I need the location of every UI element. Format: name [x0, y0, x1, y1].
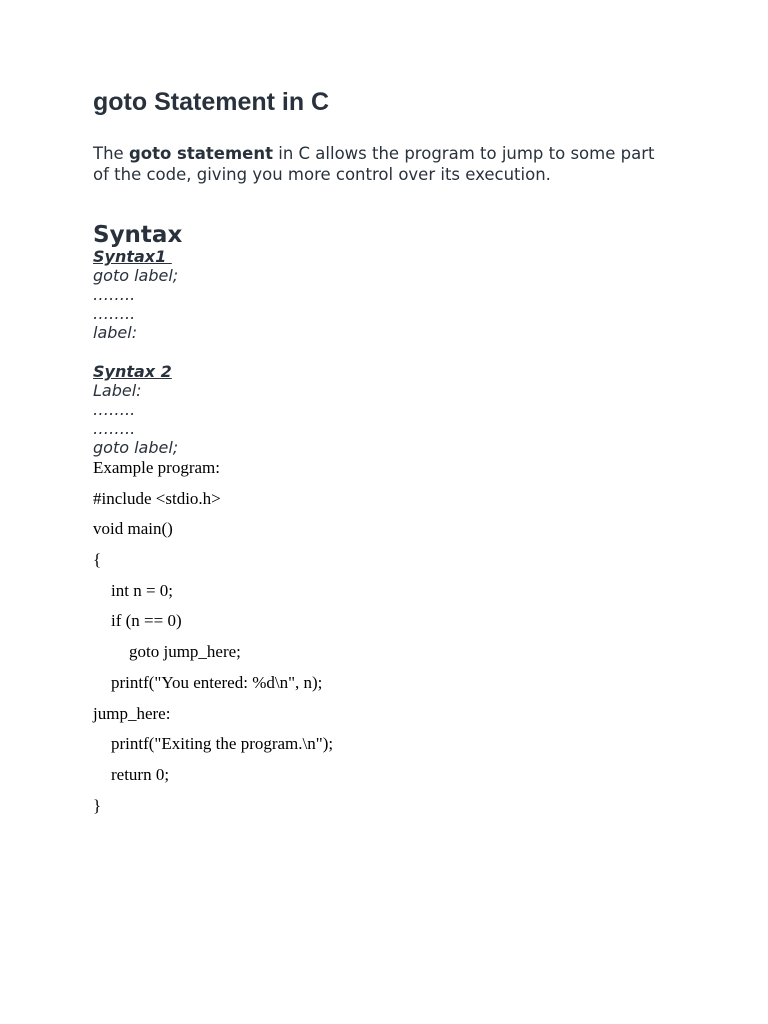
- syntax1-line: goto label;: [93, 266, 179, 285]
- intro-bold-term: goto statement: [128, 144, 273, 163]
- page-title: goto Statement in C: [93, 88, 330, 116]
- code-line: #include <stdio.h>: [93, 488, 221, 508]
- code-line: {: [93, 550, 102, 570]
- code-line: printf("Exiting the program.\n");: [111, 734, 334, 754]
- code-line: void main(): [93, 519, 173, 539]
- example-program: [93, 458, 333, 826]
- syntax1-label: Syntax1: [93, 247, 172, 266]
- example-label: Example program:: [93, 458, 220, 477]
- syntax2-line: goto label;: [93, 438, 179, 457]
- intro-prefix: The: [93, 144, 129, 163]
- code-line: goto jump_here;: [129, 642, 241, 662]
- code-line: }: [93, 795, 102, 815]
- code-line: int n = 0;: [111, 580, 174, 600]
- syntax2-line: ……..: [93, 419, 136, 438]
- syntax2-block: [93, 362, 178, 457]
- syntax1-block: [93, 247, 178, 342]
- syntax2-label: Syntax 2: [93, 362, 172, 381]
- intro-paragraph: [93, 143, 673, 185]
- syntax1-line: ……..: [93, 304, 136, 323]
- syntax1-line: label:: [93, 323, 138, 342]
- code-line: if (n == 0): [111, 611, 182, 631]
- code-line: jump_here:: [93, 703, 171, 723]
- syntax2-line: ……..: [93, 400, 136, 419]
- syntax1-line: ……..: [93, 285, 136, 304]
- syntax-heading: Syntax: [93, 222, 183, 248]
- intro-suffix: in C allows the program to jump to some part of the code, giving you more control over its execution.: [93, 144, 655, 184]
- syntax2-line: Label:: [93, 381, 142, 400]
- code-line: printf("You entered: %d\n", n);: [111, 672, 323, 692]
- code-line: return 0;: [111, 764, 170, 784]
